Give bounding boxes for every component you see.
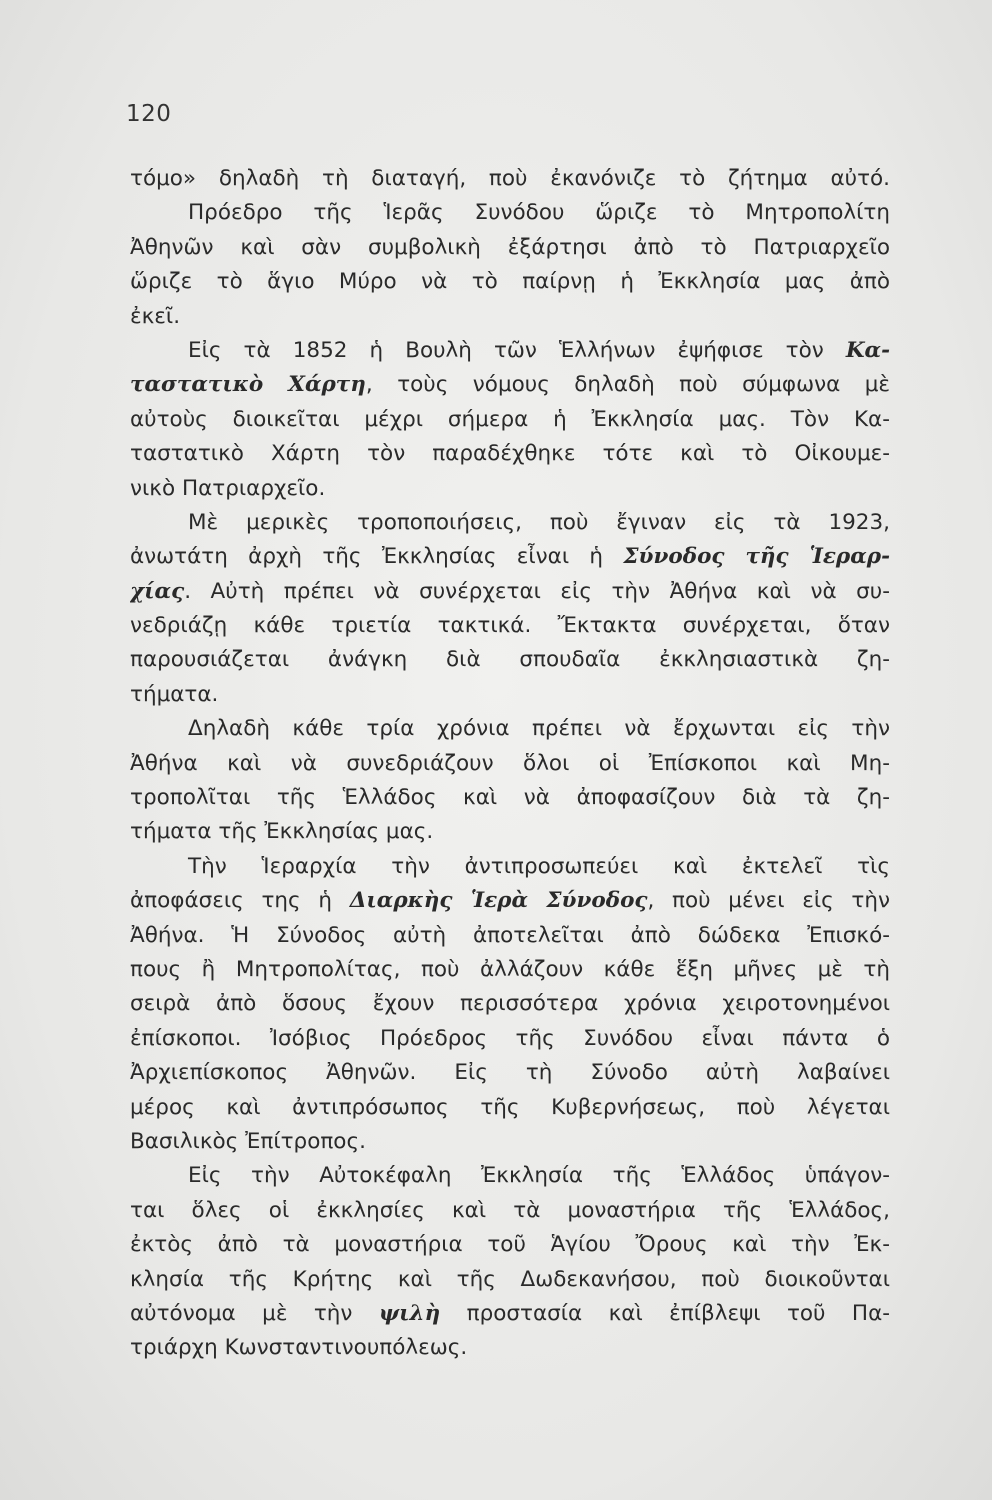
text-line bbox=[130, 540, 890, 574]
line-text: Ἀθήνα. Ἡ Σύνοδος αὐτὴ ἀποτελεῖται ἀπὸ δώδεκα Ἐπισκό- bbox=[130, 922, 890, 948]
line-text: , ποὺ μένει εἰς τὴν bbox=[647, 888, 890, 914]
line-text: Ἀθηνῶν καὶ σὰν συμβολικὴ ἐξάρτησι ἀπὸ τὸ Πατριαρχεῖο bbox=[130, 234, 890, 260]
line-text: ἐπίσκοποι. Ἰσόβιος Πρόεδρος τῆς Συνόδου εἶναι πάντα ὁ bbox=[130, 1025, 890, 1051]
text-line bbox=[130, 1228, 890, 1262]
text-line bbox=[130, 162, 890, 196]
line-text: τριάρχη Κωνσταντινουπόλεως. bbox=[130, 1335, 468, 1361]
text-line bbox=[130, 196, 890, 230]
line-text: νεδριάζῃ κάθε τριετία τακτικά. Ἔκτακτα συνέρχεται, ὅταν bbox=[130, 613, 890, 639]
text-line bbox=[130, 506, 890, 540]
line-text: τήματα τῆς Ἐκκλησίας μας. bbox=[130, 819, 434, 845]
line-text: Εἰς τὴν Αὐτοκέφαλη Ἐκκλησία τῆς Ἑλλάδος ὑπάγον- bbox=[188, 1163, 890, 1189]
line-text: τήματα. bbox=[130, 681, 219, 707]
italic-term: ψιλὴ bbox=[378, 1300, 441, 1326]
line-text: μέρος καὶ ἀντιπρόσωπος τῆς Κυβερνήσεως, ποὺ λέγεται bbox=[130, 1094, 890, 1120]
text-line bbox=[130, 300, 890, 334]
text-line bbox=[130, 815, 890, 849]
line-text: ὥριζε τὸ ἅγιο Μύρο νὰ τὸ παίρνῃ ἡ Ἐκκλησία μας ἀπὸ bbox=[130, 269, 890, 295]
text-line bbox=[130, 919, 890, 953]
line-text: Δηλαδὴ κάθε τρία χρόνια πρέπει νὰ ἔρχωνται εἰς τὴν bbox=[188, 716, 890, 742]
text-line bbox=[130, 403, 890, 437]
line-text: Μὲ μερικὲς τροποποιήσεις, ποὺ ἔγιναν εἰς τὰ 1923, bbox=[188, 509, 890, 535]
text-line bbox=[130, 472, 890, 506]
line-text: τόμο» δηλαδὴ τὴ διαταγή, ποὺ ἐκανόνιζε τὸ ζήτημα αὐτό. bbox=[130, 166, 890, 191]
line-text: ἀνωτάτη ἀρχὴ τῆς Ἐκκλησίας εἶναι ἡ bbox=[130, 544, 624, 570]
italic-term: Κα- bbox=[845, 337, 890, 363]
text-line bbox=[130, 575, 890, 609]
text-line bbox=[130, 1159, 890, 1193]
italic-term: χίας bbox=[130, 578, 185, 604]
text-line bbox=[130, 953, 890, 987]
text-line bbox=[130, 747, 890, 781]
line-text: αὐτόνομα μὲ τὴν bbox=[130, 1300, 379, 1326]
text-line bbox=[130, 678, 890, 712]
italic-term: Σύνοδος τῆς Ἱεραρ- bbox=[623, 544, 890, 570]
text-line bbox=[130, 609, 890, 643]
italic-term: ταστατικὸ Χάρτη bbox=[130, 372, 366, 398]
text-line bbox=[130, 987, 890, 1021]
text-line bbox=[130, 1331, 890, 1365]
text-line bbox=[130, 712, 890, 746]
line-text: αὐτοὺς διοικεῖται μέχρι σήμερα ἡ Ἐκκλησία μας. Τὸν Κα- bbox=[130, 406, 890, 432]
text-line bbox=[130, 1022, 890, 1056]
text-line bbox=[130, 1091, 890, 1125]
body-text bbox=[130, 162, 890, 1366]
text-line bbox=[130, 781, 890, 815]
italic-term: Διαρκὴς Ἱερὰ Σύνοδος bbox=[349, 888, 648, 914]
line-text: Ἀρχιεπίσκοπος Ἀθηνῶν. Εἰς τὴ Σύνοδο αὐτὴ λαβαίνει bbox=[130, 1060, 890, 1086]
line-text: παρουσιάζεται ἀνάγκη διὰ σπουδαῖα ἐκκλησιαστικὰ ζη- bbox=[130, 647, 890, 673]
line-text: Βασιλικὸς Ἐπίτροπος. bbox=[130, 1128, 366, 1154]
text-line bbox=[130, 643, 890, 677]
text-line bbox=[130, 1125, 890, 1159]
line-text: ἀποφάσεις της ἡ bbox=[130, 888, 350, 914]
text-line bbox=[130, 1194, 890, 1228]
line-text: ται ὅλες οἱ ἐκκλησίες καὶ τὰ μοναστήρια τῆς Ἑλλάδος, bbox=[130, 1197, 890, 1223]
line-text: Ἀθήνα καὶ νὰ συνεδριάζουν ὅλοι οἱ Ἐπίσκοποι καὶ Μη- bbox=[130, 750, 890, 776]
text-line bbox=[130, 1263, 890, 1297]
text-line bbox=[130, 368, 890, 402]
line-text: προστασία καὶ ἐπίβλεψι τοῦ Πα- bbox=[440, 1300, 890, 1326]
page-number: 120 bbox=[126, 101, 172, 127]
line-text: Πρόεδρο τῆς Ἱερᾶς Συνόδου ὥριζε τὸ Μητροπολίτη bbox=[188, 200, 890, 226]
line-text: νικὸ Πατριαρχεῖο. bbox=[130, 475, 326, 501]
line-text: ἐκτὸς ἀπὸ τὰ μοναστήρια τοῦ Ἁγίου Ὄρους καὶ τὴν Ἐκ- bbox=[130, 1232, 890, 1258]
text-line bbox=[130, 850, 890, 884]
line-text: πους ἢ Μητροπολίτας, ποὺ ἀλλάζουν κάθε ἕξη μῆνες μὲ τὴ bbox=[130, 956, 890, 982]
line-text: σειρὰ ἀπὸ ὅσους ἔχουν περισσότερα χρόνια χειροτονημένοι bbox=[130, 991, 890, 1017]
line-text: Τὴν Ἱεραρχία τὴν ἀντιπροσωπεύει καὶ ἐκτελεῖ τὶς bbox=[188, 853, 890, 879]
line-text: . Αὐτὴ πρέπει νὰ συνέρχεται εἰς τὴν Ἀθήνα καὶ νὰ συ- bbox=[184, 578, 890, 604]
line-text: , τοὺς νόμους δηλαδὴ ποὺ σύμφωνα μὲ bbox=[365, 372, 890, 398]
text-line bbox=[130, 437, 890, 471]
line-text: Εἰς τὰ 1852 ἡ Βουλὴ τῶν Ἑλλήνων ἐψήφισε τὸν bbox=[188, 337, 846, 363]
text-line bbox=[130, 1297, 890, 1331]
line-text: κλησία τῆς Κρήτης καὶ τῆς Δωδεκανήσου, ποὺ διοικοῦνται bbox=[130, 1266, 890, 1292]
line-text: τροπολῖται τῆς Ἑλλάδος καὶ νὰ ἀποφασίζουν διὰ τὰ ζη- bbox=[130, 785, 890, 811]
line-text: ταστατικὸ Χάρτη τὸν παραδέχθηκε τότε καὶ τὸ Οἰκουμε- bbox=[130, 441, 890, 467]
line-text: ἐκεῖ. bbox=[130, 303, 181, 329]
text-line bbox=[130, 231, 890, 265]
text-line bbox=[130, 265, 890, 299]
text-line bbox=[130, 1056, 890, 1090]
text-line bbox=[130, 334, 890, 368]
text-line bbox=[130, 884, 890, 918]
